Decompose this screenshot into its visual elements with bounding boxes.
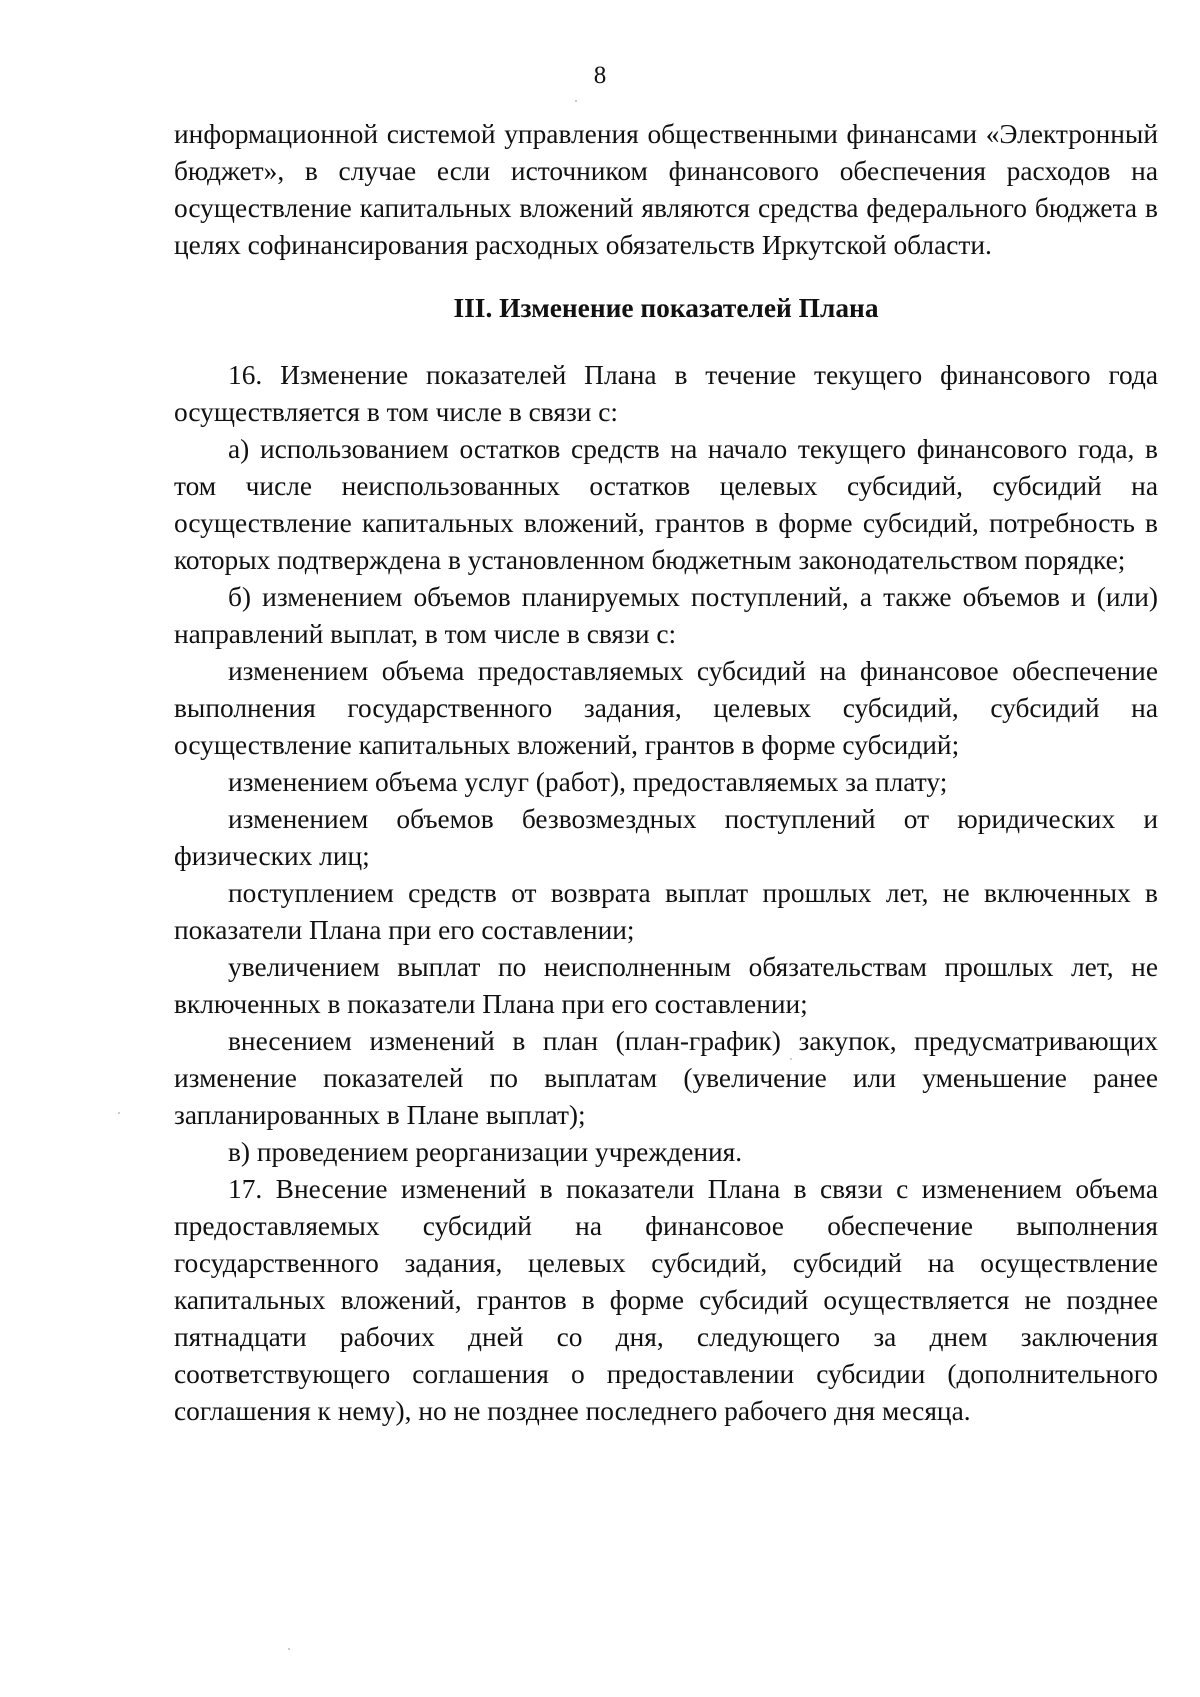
sub-item-subsidies: изменением объема предоставляемых субсидий на финансовое обеспечение выполнения государственного задания, целевых субсидий, субсидий на осуществление капитальных вложений, грантов в форме субсидий; — [174, 656, 1158, 760]
section-heading: III. Изменение показателей Плана — [453, 293, 879, 323]
list-item-b: б) изменением объемов планируемых поступлений, а также объемов и (или) направлений выплат, в том числе в связи с: — [174, 582, 1158, 649]
sub-item-refunds: поступлением средств от возврата выплат прошлых лет, не включенных в показатели Плана при его составлении; — [174, 878, 1158, 945]
continuation-paragraph: информационной системой управления общественными финансами «Электронный бюджет», в случае если источником финансового обеспечения расходов на осуществление капитальных вложений являются средства федерального бюджета в целях софинансирования расходных обязательств Иркутской области. — [174, 119, 1158, 260]
scan-speck — [288, 1648, 290, 1650]
sub-item-obligations: увеличением выплат по неисполненным обязательствам прошлых лет, не включенных в показатели Плана при его составлении; — [174, 952, 1158, 1019]
list-item-a: а) использованием остатков средств на начало текущего финансового года, в том числе неиспользованных остатков целевых субсидий, субсидий на осуществление капитальных вложений, грантов в форме субсидий, потребность в которых подтверждена в установленном бюджетным законодательством порядке; — [174, 434, 1158, 575]
scan-speck — [575, 100, 577, 102]
paragraph-16: 16. Изменение показателей Плана в течение текущего финансового года осуществляется в том числе в связи с: — [174, 360, 1158, 427]
list-item-v: в) проведением реорганизации учреждения. — [228, 1137, 743, 1167]
sub-item-procurement: внесением изменений в план (план-график) закупок, предусматривающих изменение показателей по выплатам (увеличение или уменьшение ранее запланированных в Плане выплат); — [174, 1026, 1158, 1130]
sub-item-services: изменением объема услуг (работ), предоставляемых за плату; — [228, 767, 948, 797]
scan-speck — [790, 1058, 792, 1060]
sub-item-gratuitous: изменением объемов безвозмездных поступлений от юридических и физических лиц; — [174, 804, 1158, 871]
page-number: 8 — [593, 62, 607, 89]
document-body — [174, 116, 1158, 1430]
scan-speck — [118, 1112, 120, 1114]
paragraph-17: 17. Внесение изменений в показатели Плана в связи с изменением объема предоставляемых субсидий на финансовое обеспечение выполнения государственного задания, целевых субсидий, субсидий на осуществление капитальных вложений, грантов в форме субсидий осуществляется не позднее пятнадцати рабочих дней со дня, следующего за днем заключения соответствующего соглашения о предоставлении субсидии (дополнительного соглашения к нему), но не позднее последнего рабочего дня месяца. — [174, 1174, 1158, 1426]
